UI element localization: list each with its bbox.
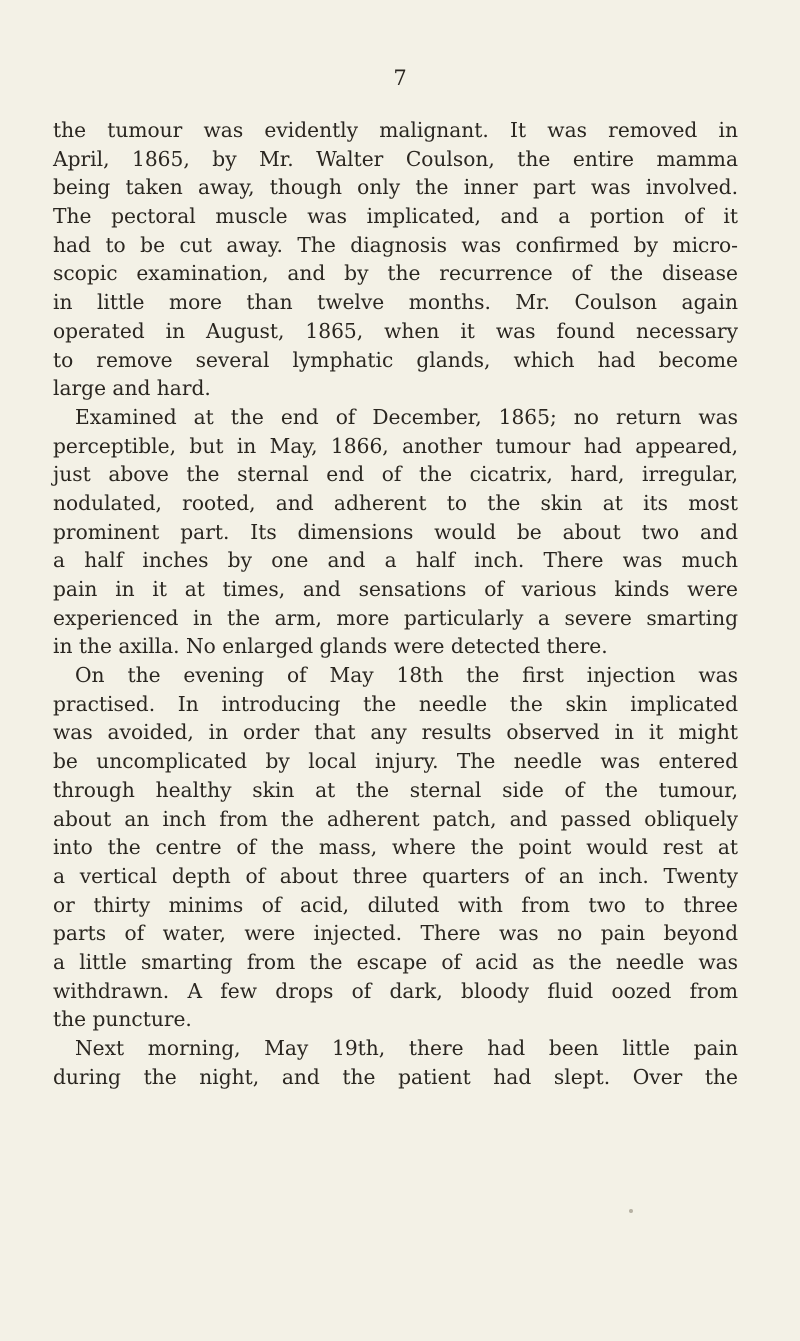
text-line: in little more than twelve months. Mr. Coulson again [53,290,738,315]
text-line: On the evening of May 18th the first injection was [75,663,738,688]
text-line: scopic examination, and by the recurrence of the disease [53,261,738,286]
text-line: prominent part. Its dimensions would be about two and [53,519,738,544]
text-line: in the axilla. No enlarged glands were detected there. [53,634,608,659]
text-line: during the night, and the patient had slept. Over the [53,1064,738,1089]
text-line: being taken away, though only the inner part was involved. [53,175,738,200]
paper-speck [629,1209,633,1213]
text-line: nodulated, rooted, and adherent to the skin at its most [53,490,738,515]
text-line: The pectoral muscle was implicated, and a portion of it [53,204,738,229]
text-line: was avoided, in order that any results observed in it might [53,720,738,745]
text-line: April, 1865, by Mr. Walter Coulson, the entire mamma [53,146,738,171]
text-line: parts of water, were injected. There was no pain beyond [53,921,738,946]
text-line: operated in August, 1865, when it was found necessary [53,318,738,343]
text-line: just above the sternal end of the cicatrix, hard, irregular, [53,462,738,487]
page-number: 7 [393,66,407,90]
text-line: perceptible, but in May, 1866, another tumour had appeared, [53,433,738,458]
text-line: withdrawn. A few drops of dark, bloody fluid oozed from [53,978,738,1003]
text-line: Next morning, May 19th, there had been little pain [75,1036,738,1060]
text-line: a half inches by one and a half inch. There was much [53,548,738,573]
text-line: experienced in the arm, more particularly a severe smarting [53,605,738,630]
body-text [53,116,738,1091]
text-line: pain in it at times, and sensations of various kinds were [53,577,738,601]
text-line: through healthy skin at the sternal side of the tumour, [53,777,738,802]
text-line: be uncomplicated by local injury. The needle was entered [53,749,738,774]
text-line: the tumour was evidently malignant. It was removed in [53,118,738,142]
text-line: a vertical depth of about three quarters of an inch. Twenty [53,863,738,888]
text-line: into the centre of the mass, where the point would rest at [53,835,738,860]
text-line: practised. In introducing the needle the skin implicated [53,691,738,716]
text-line: about an inch from the adherent patch, and passed obliquely [53,806,738,831]
text-line: had to be cut away. The diagnosis was confirmed by micro- [53,232,738,257]
text-line: to remove several lymphatic glands, which had become [53,347,738,372]
text-line: a little smarting from the escape of acid as the needle was [53,949,738,974]
text-line: the puncture. [53,1007,192,1032]
text-line: large and hard. [53,376,211,401]
text-line: or thirty minims of acid, diluted with from two to three [53,892,738,917]
text-line: Examined at the end of December, 1865; no return was [75,404,738,429]
